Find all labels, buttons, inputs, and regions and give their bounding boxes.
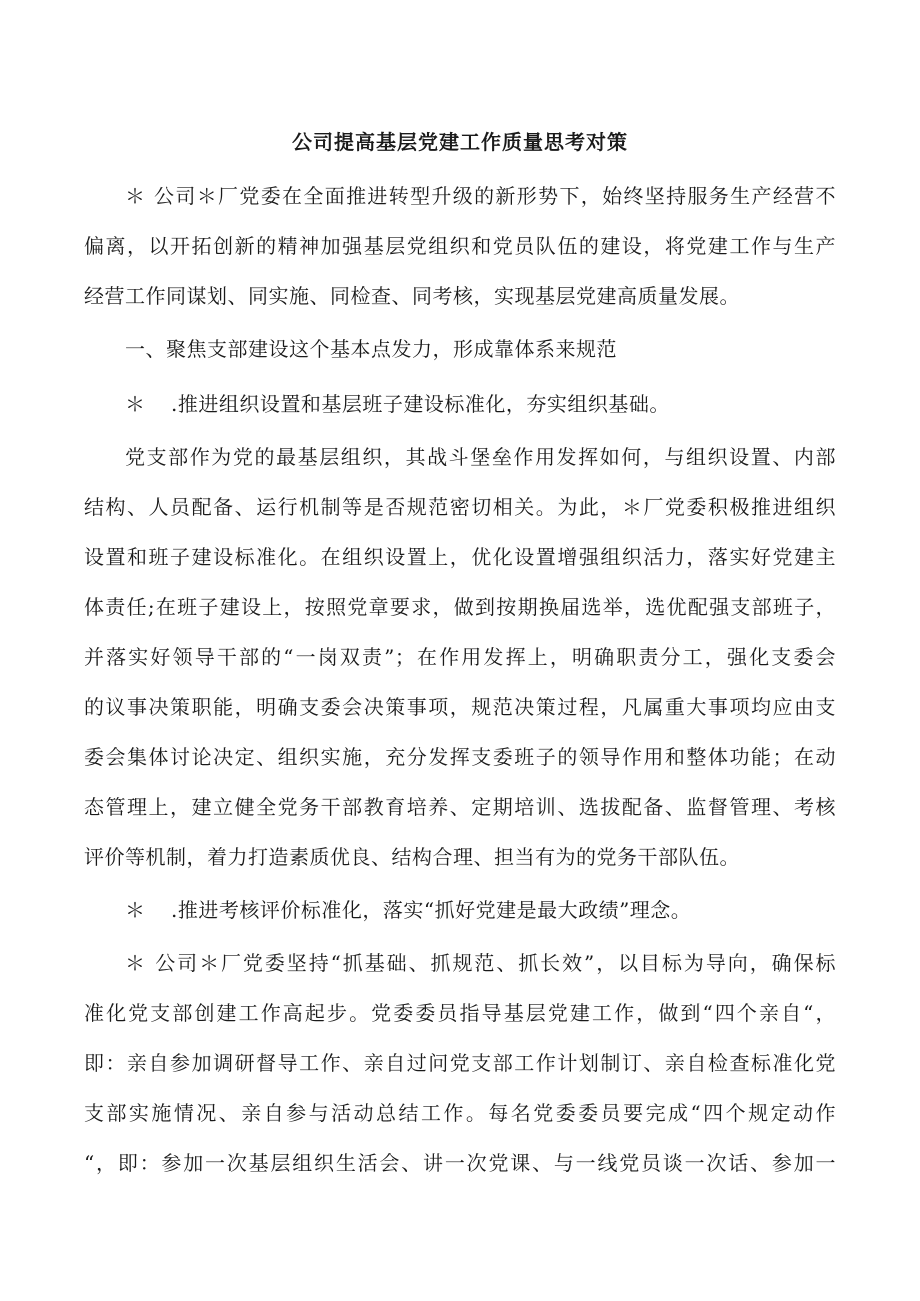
paragraph-line: 结构、人员配备、运行机制等是否规范密切相关。为此，＊厂党委积极推进组织 (84, 495, 836, 519)
paragraph-line: 并落实好领导干部的“一岗双责”；在作用发挥上，明确职责分工，强化支委会 (84, 645, 836, 669)
paragraph-line: 经营工作同谋划、同实施、同检查、同考核，实现基层党建高质量发展。 (84, 284, 740, 308)
document-title: 公司提高基层党建工作质量思考对策 (292, 130, 628, 154)
section-heading: 一、聚焦支部建设这个基本点发力，形成靠体系来规范 (125, 337, 617, 361)
subheading-text: .推进组织设置和基层班子建设标准化，夯实组织基础。 (171, 392, 670, 416)
paragraph-line: 准化党支部创建工作高起步。党委委员指导基层党建工作，做到“四个亲自“， (84, 1001, 836, 1025)
bullet-marker: ＊ (125, 898, 146, 922)
paragraph-line: ＊ 公司＊厂党委在全面推进转型升级的新形势下，始终坚持服务生产经营不 (125, 184, 836, 208)
paragraph-line: 评价等机制，着力打造素质优良、结构合理、担当有为的党务干部队伍。 (84, 845, 740, 869)
paragraph-line: 支部实施情况、亲自参与活动总结工作。每名党委委员要完成“四个规定动作 (84, 1101, 836, 1125)
bullet-marker: ＊ (125, 392, 146, 416)
paragraph-line: 的议事决策职能，明确支委会决策事项，规范决策过程，凡属重大事项均应由支 (84, 695, 836, 719)
paragraph-line: 党支部作为党的最基层组织，其战斗堡垒作用发挥如何，与组织设置、内部 (125, 445, 836, 469)
paragraph-line: 体责任;在班子建设上，按照党章要求，做到按期换届选举，选优配强支部班子， (84, 595, 836, 619)
subheading (125, 390, 836, 418)
paragraph-line: 即：亲自参加调研督导工作、亲自过问党支部工作计划制订、亲自检查标准化党 (84, 1051, 836, 1075)
paragraph-line: 委会集体讨论决定、组织实施，充分发挥支委班子的领导作用和整体功能；在动 (84, 745, 836, 769)
subheading (125, 896, 836, 924)
paragraph-line: ＊ 公司＊厂党委坚持“抓基础、抓规范、抓长效”，以目标为导向，确保标 (125, 951, 836, 975)
paragraph-line: 设置和班子建设标准化。在组织设置上，优化设置增强组织活力，落实好党建主 (84, 545, 836, 569)
paragraph-line: 态管理上，建立健全党务干部教育培养、定期培训、选拔配备、监督管理、考核 (84, 795, 836, 819)
subheading-text: .推进考核评价标准化，落实“抓好党建是最大政绩”理念。 (171, 898, 692, 922)
paragraph-line: “，即：参加一次基层组织生活会、讲一次党课、与一线党员谈一次话、参加一 (84, 1151, 836, 1175)
paragraph-line: 偏离，以开拓创新的精神加强基层党组织和党员队伍的建设，将党建工作与生产 (84, 234, 836, 258)
